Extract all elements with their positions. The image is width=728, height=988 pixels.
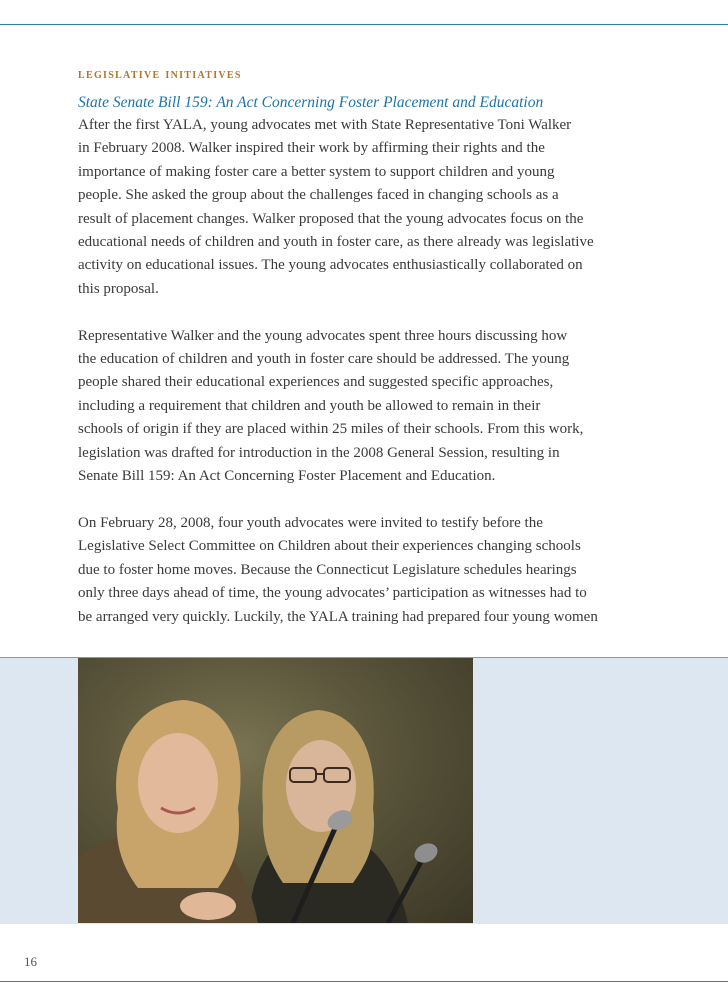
paragraph-3 [78,512,608,629]
paragraph-line: educational needs of children and youth in foster care, as there already was legislative [78,234,594,251]
paragraph-line: Legislative Select Committee on Children about their experiences changing schools [78,538,581,555]
bottom-rule [0,981,728,982]
paragraph-line: the education of children and youth in foster care should be addressed. The young [78,351,570,368]
top-rule [0,24,728,25]
paragraph-line: legislation was drafted for introduction in the 2008 General Session, resulting in [78,444,560,461]
paragraph-line: After the first YALA, young advocates met with State Representative Toni Walker [78,117,572,133]
hands [180,892,236,920]
paragraph-line: importance of making foster care a better system to support children and young [78,163,555,180]
paragraph-line: in February 2008. Walker inspired their work by affirming their rights and the [78,140,545,157]
paragraph-line: Representative Walker and the young advocates spent three hours discussing how [78,327,568,344]
microphone-right-icon [411,840,440,866]
paragraph-line: including a requirement that children and youth be allowed to remain in their [78,397,541,414]
foreground-woman-face [138,733,218,833]
paragraph-line: only three days ahead of time, the young advocates’ participation as witnesses had to [78,585,587,602]
paragraph-2 [78,325,608,489]
paragraph-line: people. She asked the group about the challenges faced in changing schools as a [78,187,559,204]
paragraph-line: activity on educational issues. The young advocates enthusiastically collaborated on [78,257,583,274]
page-number: 16 [24,954,37,969]
paragraph-line: be arranged very quickly. Luckily, the YALA training had prepared four young women [78,608,598,625]
paragraph-line: people shared their educational experiences and suggested specific approaches, [78,374,554,391]
paragraph-line: result of placement changes. Walker proposed that the young advocates focus on the [78,210,584,227]
paragraph-line: Senate Bill 159: An Act Concerning Foster Placement and Education. [78,468,496,485]
bill-subtitle: State Senate Bill 159: An Act Concerning Foster Placement and Education [78,94,544,111]
paragraph-line: schools of origin if they are placed within 25 miles of their schools. From this work, [78,421,584,438]
paragraph-line: due to foster home moves. Because the Connecticut Legislature schedules hearings [78,561,577,578]
paragraph-1 [78,114,608,301]
section-heading: legislative initiatives [78,66,242,82]
paragraph-line: this proposal. [78,280,159,297]
photo-illustration [78,658,473,923]
paragraph-line: On February 28, 2008, four youth advocates were invited to testify before the [78,514,543,531]
article [78,64,608,629]
hearing-photo [78,658,473,923]
